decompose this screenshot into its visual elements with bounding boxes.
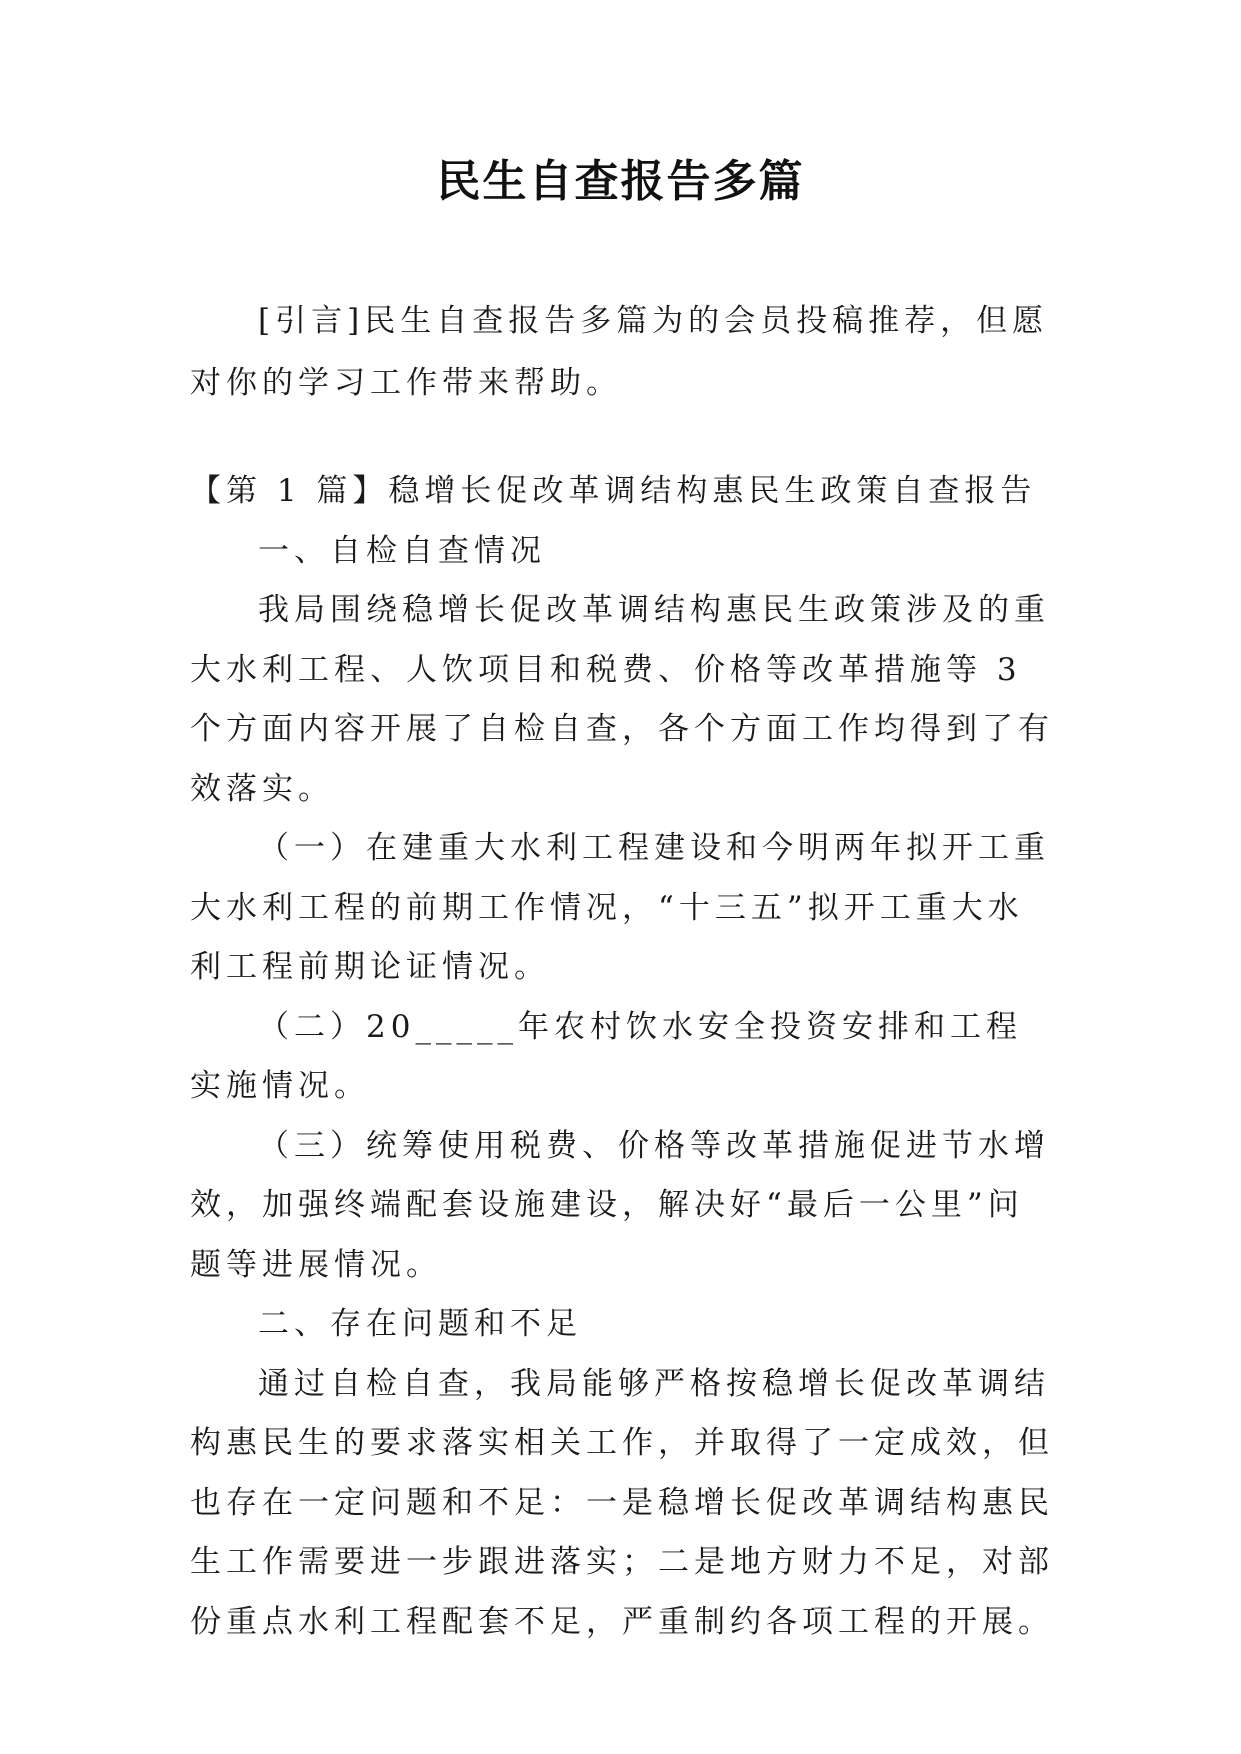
intro-block [190,290,1055,414]
section-2-paragraph: 通过自检自查，我局能够严格按稳增长促改革调结构惠民生的要求落实相关工作，并取得了一定成效，但也存在一定问题和不足：一是稳增长促改革调结构惠民生工作需要进一步跟进落实；二是地方财力不足，对部份重点水利工程配套不足，严重制约各项工程的开展。 [190,1365,1054,1640]
list-item-3: （三）统筹使用税费、价格等改革措施促进节水增效，加强终端配套设施建设，解决好“最后一公里”问题等进展情况。 [190,1127,1050,1283]
section-1-paragraph: 我局围绕稳增长促改革调结构惠民生政策涉及的重大水利工程、人饮项目和税费、价格等改革措施等 3 个方面内容开展了自检自查，各个方面工作均得到了有效落实。 [190,592,1054,807]
document-title: 民生自查报告多篇 [436,156,805,207]
section-heading-2: 二、存在问题和不足 [258,1306,582,1342]
list-item-1: （一）在建重大水利工程建设和今明两年拟开工重大水利工程的前期工作情况，“十三五”拟开工重大水利工程前期论证情况。 [190,830,1050,985]
article-body [190,462,1055,1652]
intro-paragraph: [引言]民生自查报告多篇为的会员投稿推荐，但愿对你的学习工作带来帮助。 [190,303,1049,401]
list-item-2: （二）20_____年农村饮水安全投资安排和工程实施情况。 [190,1008,1022,1104]
article-heading: 【第 1 篇】稳增长促改革调结构惠民生政策自查报告 [190,473,1037,509]
section-heading-1: 一、自检自查情况 [258,532,546,569]
